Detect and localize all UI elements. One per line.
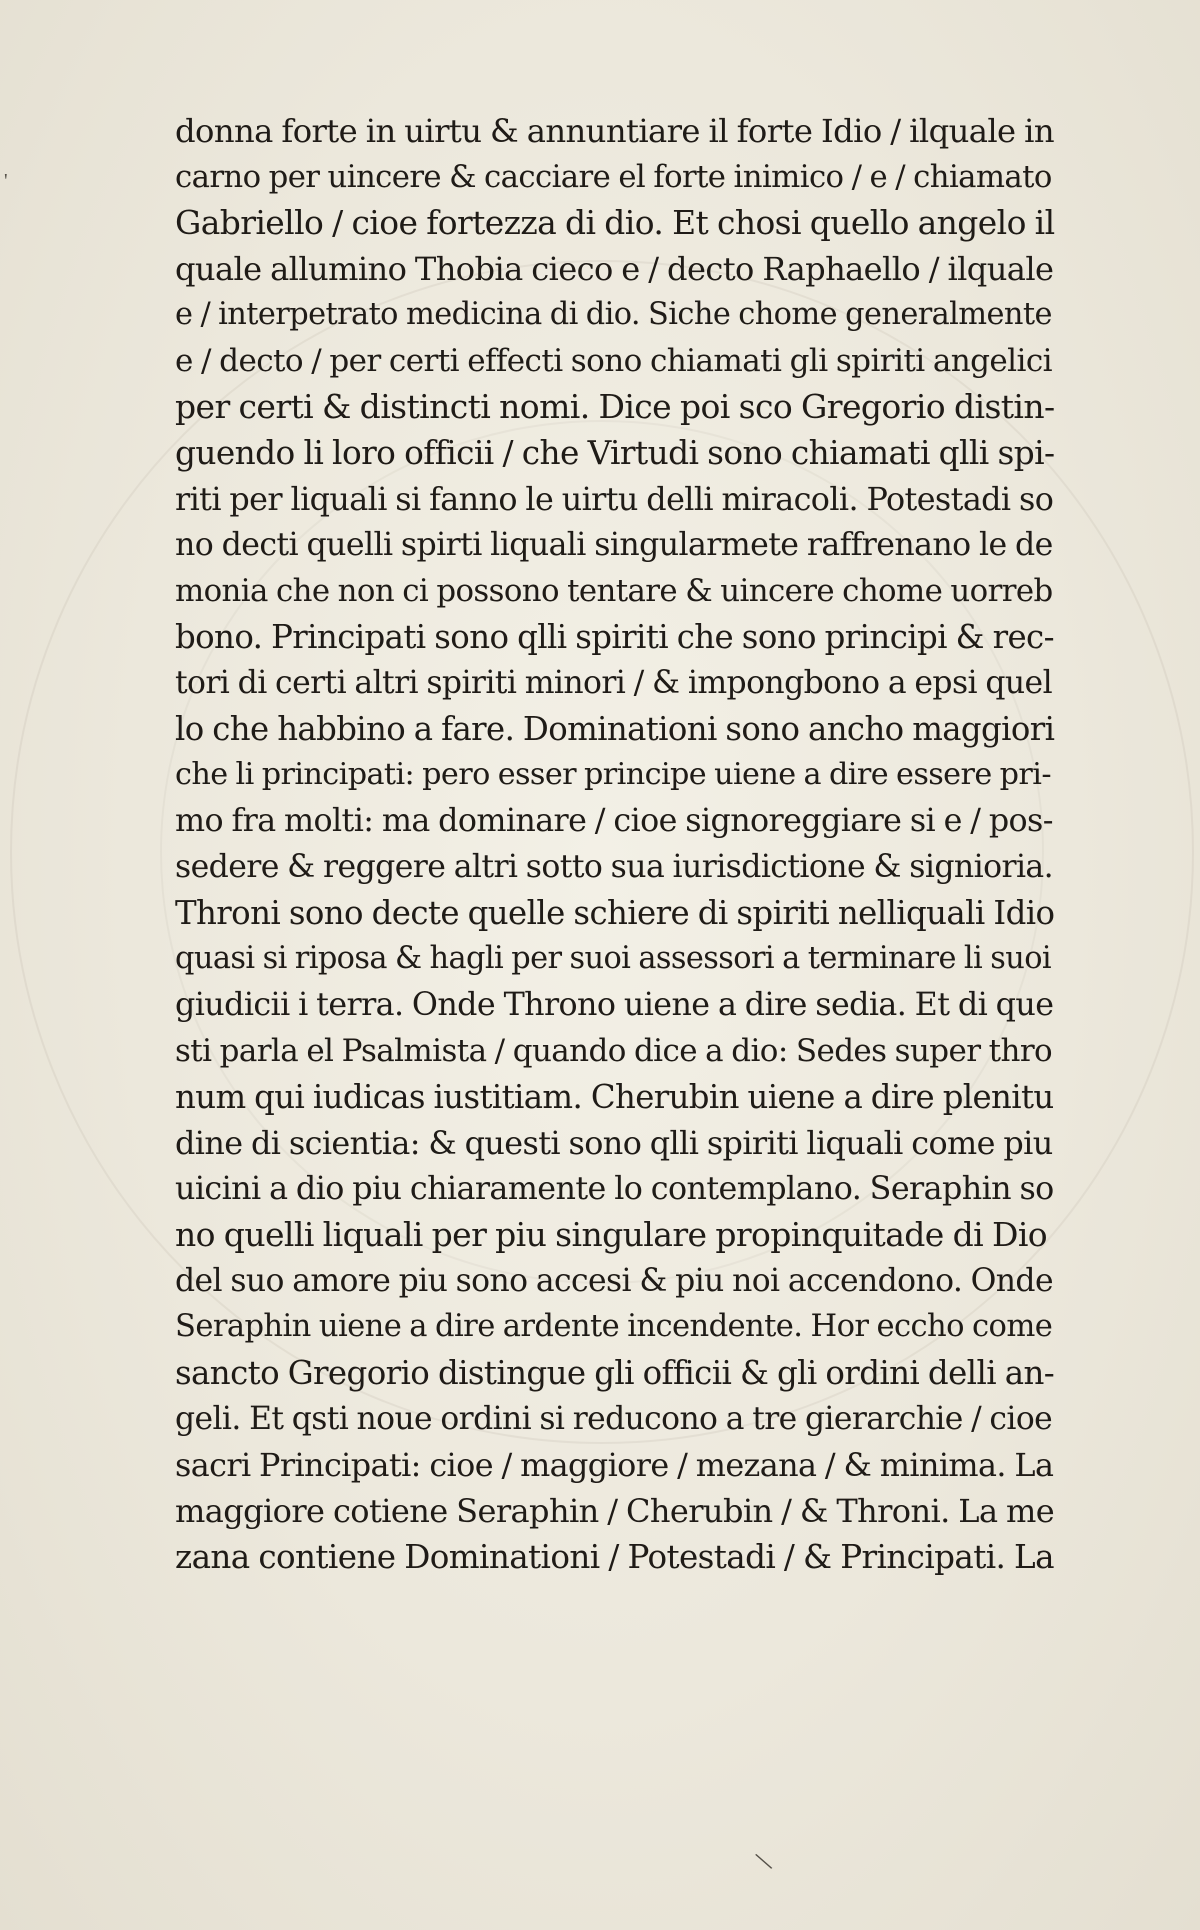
text-line: sancto Gregorio distingue gli officii & gli ordini delli an-	[175, 1354, 1055, 1392]
text-line: del suo amore piu sono accesi & piu noi accendono. Onde	[175, 1263, 1053, 1299]
text-line: bono. Principati sono qlli spiriti che sono principi & rec-	[175, 618, 1054, 656]
text-line: sacri Principati: cioe / maggiore / mezana / & minima. La	[175, 1446, 1054, 1484]
text-line: riti per liquali si fanno le uirtu delli miracoli. Potestadi so	[175, 480, 1054, 518]
text-line: monia che non ci possono tentare & uincere chome uorreb	[175, 573, 1053, 609]
text-line: uicini a dio piu chiaramente lo contemplano. Seraphin so	[175, 1171, 1054, 1207]
text-line: no decti quelli spirti liquali singularmete raffrenano le de	[175, 527, 1053, 563]
text-line: sti parla el Psalmista / quando dice a dio: Sedes super thro	[175, 1033, 1053, 1069]
text-line: e / interpetrato medicina di dio. Siche chome generalmente	[175, 297, 1052, 332]
text-line: geli. Et qsti noue ordini si reducono a tre gierarchie / cioe	[175, 1401, 1053, 1437]
text-line: no quelli liquali per piu singulare propinquitade di Dio	[175, 1215, 1048, 1254]
bottom-margin-mark: \	[752, 1845, 776, 1878]
text-line: Throni sono decte quelle schiere di spiriti nelliquali Idio	[175, 894, 1055, 932]
text-line: e / decto / per certi effecti sono chiamati gli spiriti angelici	[175, 343, 1052, 379]
text-line: maggiore cotiene Seraphin / Cherubin / & Throni. La me	[175, 1492, 1055, 1530]
text-line: zana contiene Dominationi / Potestadi / & Principati. La	[175, 1538, 1054, 1576]
text-line: lo che habbino a fare. Dominationi sono ancho maggiori	[175, 710, 1055, 748]
text-line: guendo li loro officii / che Virtudi sono chiamati qlli spi-	[175, 434, 1055, 472]
text-line: num qui iudicas iustitiam. Cherubin uiene a dire plenitu	[175, 1078, 1054, 1116]
text-line: carno per uincere & cacciare el forte inimico / e / chiamato	[175, 159, 1052, 195]
body-text	[175, 108, 1055, 1580]
text-line: dine di scientia: & questi sono qlli spiriti liquali come piu	[175, 1124, 1053, 1162]
text-line: quale allumino Thobia cieco e / decto Raphaello / ilquale	[175, 250, 1054, 288]
text-line: quasi si riposa & hagli per suoi assessori a terminare li suoi	[175, 941, 1052, 976]
text-line: tori di certi altri spiriti minori / & impongbono a epsi quel	[175, 665, 1053, 701]
text-line: giudicii i terra. Onde Throno uiene a dire sedia. Et di que	[175, 987, 1054, 1023]
text-line: mo fra molti: ma dominare / cioe signoreggiare si e / pos-	[175, 803, 1053, 839]
text-line: donna forte in uirtu & annuntiare il forte Idio / ilquale in	[175, 112, 1055, 150]
text-line: Seraphin uiene a dire ardente incendente. Hor eccho come	[175, 1309, 1053, 1344]
text-line: che li principati: pero esser principe uiene a dire essere pri-	[175, 757, 1051, 792]
text-line: Gabriello / cioe fortezza di dio. Et chosi quello angelo il	[175, 203, 1055, 242]
text-line: per certi & distincti nomi. Dice poi sco Gregorio distin-	[175, 387, 1055, 426]
text-line: sedere & reggere altri sotto sua iurisdictione & signioria.	[175, 849, 1054, 885]
left-margin-mark: '	[4, 170, 8, 192]
